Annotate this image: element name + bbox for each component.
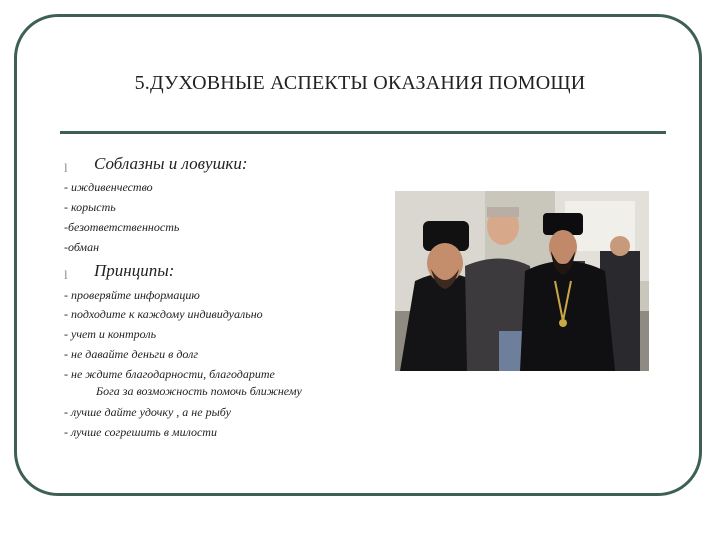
section-heading-principles: Принципы: (94, 261, 175, 280)
section-heading-temptations: Соблазны и ловушки: (94, 154, 248, 173)
list-item: Бога за возможность помочь ближнему (96, 384, 302, 398)
list-item: - подходите к каждому индивидуально (64, 307, 263, 321)
list-item: - не давайте деньги в долг (64, 347, 198, 361)
slide-title: 5.ДУХОВНЫЕ АСПЕКТЫ ОКАЗАНИЯ ПОМОЩИ (134, 72, 586, 94)
list-item: - корысть (64, 200, 116, 214)
list-item: - лучше согрешить в милости (64, 425, 217, 439)
list-item: - учет и контроль (64, 327, 157, 341)
list-item: - проверяйте информацию (64, 288, 200, 302)
list-item: - лучше дайте удочку , а не рыбу (64, 405, 231, 419)
bullet-icon: l (64, 160, 68, 175)
photo-illustration (395, 191, 649, 371)
list-item: -безответственность (64, 220, 180, 234)
list-item: - не ждите благодарности, благодарите (64, 367, 275, 381)
list-item: - иждивенчество (64, 180, 153, 194)
list-item: -обман (64, 240, 100, 254)
bullet-icon: l (64, 267, 68, 282)
photo-clergy-meeting (395, 191, 649, 371)
title-divider (60, 131, 666, 134)
